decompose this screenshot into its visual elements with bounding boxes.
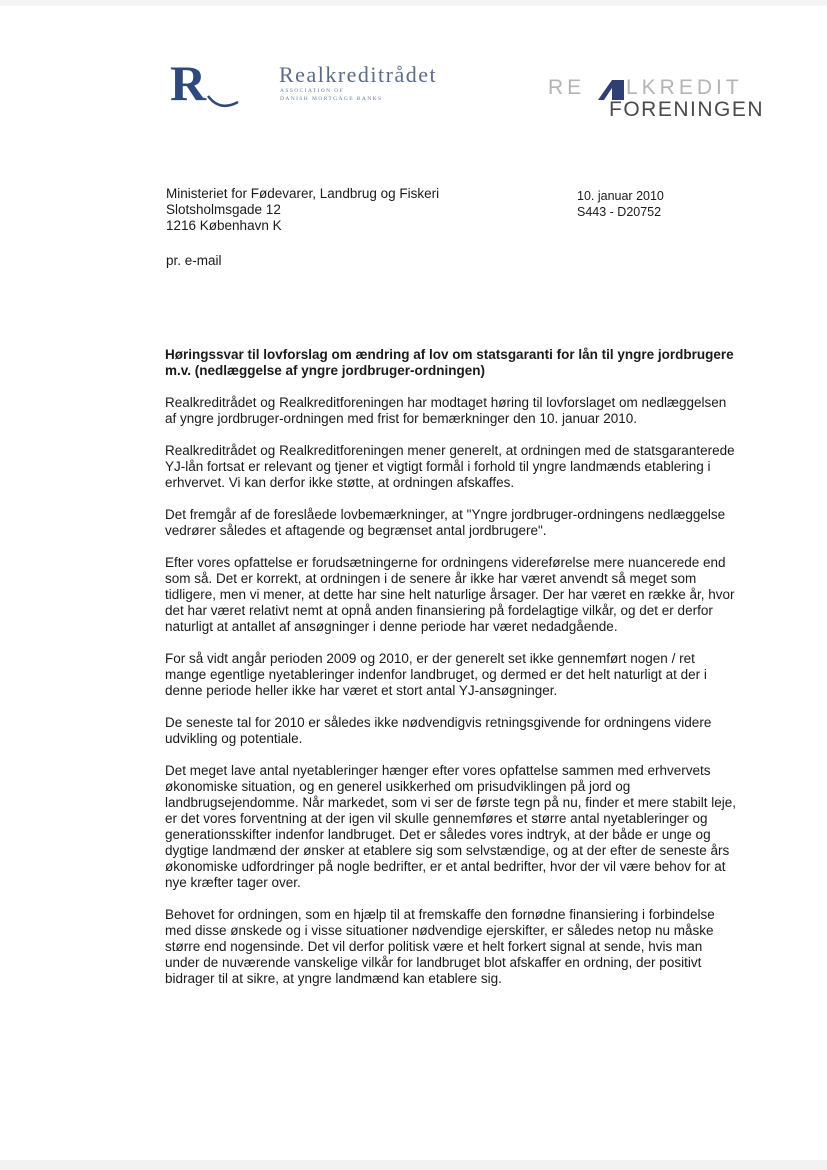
realkreditforeningen-logo bbox=[548, 76, 765, 121]
logo-text-lkredit: LKREDIT bbox=[626, 76, 743, 99]
letter-reference: S443 - D20752 bbox=[577, 205, 662, 219]
realkreditforeningen-mark-icon bbox=[598, 78, 624, 100]
paragraph: Realkreditrådet og Realkreditforeningen mener generelt, at ordningen med de statsgaranterede YJ-lån fortsat er relevant og tjener et vigtigt formål i forhold til yngre landmænds etablering i erhvervet. Vi kan derfor ikke støtte, at ordningen afskaffes. bbox=[165, 443, 735, 490]
paragraph: Realkreditrådet og Realkreditforeningen har modtaget høring til lovforslaget om nedlæggelsen af yngre jordbruger-ordningen med frist for bemærkninger den 10. januar 2010. bbox=[165, 395, 727, 426]
logo-text-foreningen: FORENINGEN bbox=[609, 98, 765, 121]
paragraph: De seneste tal for 2010 er således ikke nødvendigvis retningsgivende for ordningens videre udvikling og potentiale. bbox=[165, 715, 712, 746]
paragraph: Det fremgår af de foreslåede lovbemærkninger, at "Yngre jordbruger-ordningens nedlæggelse vedrører således et aftagende og begrænset antal jordbrugere". bbox=[165, 507, 726, 538]
paragraph: For så vidt angår perioden 2009 og 2010, er der generelt set ikke gennemført nogen / ret mange egentlige nyetableringer indenfor landbruget, og dermed er det helt naturligt at der i denne periode heller ikke har været et stort antal YJ-ansøgninger. bbox=[165, 651, 707, 698]
realkreditraadet-monogram-icon bbox=[168, 58, 264, 110]
letter-date: 10. januar 2010 bbox=[577, 189, 664, 203]
paragraph: Efter vores opfattelse er forudsætningerne for ordningens videreførelse mere nuancerede end som så. Det er korrekt, at ordningen i de senere år ikke har været anvendt så meget som tidligere, men vi mener, at dette har sine helt naturlige årsager. Der har været en række år, hvor det har været relativt nemt at opnå anden finansiering på fordelagtige vilkår, og det er derfor naturligt at antallet af ansøgninger i denne periode har været nedadgående. bbox=[165, 555, 735, 634]
recipient-line-2: Slotsholmsgade 12 bbox=[166, 202, 281, 217]
monogram-letter: R bbox=[170, 58, 207, 110]
letter-heading: Høringssvar til lovforslag om ændring af lov om statsgaranti for lån til yngre jordbrugere m.v. (nedlæggelse af yngre jordbruger-ordningen) bbox=[165, 347, 734, 378]
realkreditraadet-wordmark: Realkreditrådet bbox=[279, 62, 438, 87]
logo-text-re: RE bbox=[548, 76, 586, 99]
paragraph: Behovet for ordningen, som en hjælp til at fremskaffe den fornødne finansiering i forbindelse med disse ønskede og i visse situationer nødvendige ejerskifter, er således netop nu måske større end nogensinde. Det vil derfor politisk være et helt forkert signal at sende, hvis man under de nuværende vanskelige vilkår for landbruget blot afskaffer en ordning, der positivt bidrager til at sikre, at yngre landmænd kan etablere sig. bbox=[165, 907, 715, 986]
letter-body bbox=[165, 347, 739, 1003]
recipient-line-3: 1216 København K bbox=[166, 218, 282, 233]
recipient-address bbox=[166, 186, 439, 234]
delivery-method: pr. e-mail bbox=[166, 253, 222, 268]
scan-top-edge bbox=[0, 0, 827, 6]
realkreditraadet-subtitle-1: ASSOCIATION OF bbox=[280, 88, 345, 94]
letter-meta bbox=[577, 188, 664, 220]
scan-bottom-edge bbox=[0, 1160, 827, 1170]
paragraph: Det meget lave antal nyetableringer hænger efter vores opfattelse sammen med erhvervets økonomiske situation, og en generel usikkerhed om prisudviklingen på jord og landbrugsejendomme. Når markedet, som vi ser de første tegn på nu, finder et mere stabilt leje, er det vores forventning at der igen vil skulle gennemføres et større antal nyetableringer og generationsskifter indenfor landbruget. Det er således vores indtryk, at der både er unge og dygtige landmænd der ønsker at etablere sig som selvstændige, og at der efter de seneste års økonomiske udfordringer på nogle bedrifter, er et antal bedrifter, hvor der vil være behov for at nye kræfter tager over. bbox=[165, 763, 737, 890]
realkreditraadet-logo bbox=[168, 58, 458, 118]
recipient-line-1: Ministeriet for Fødevarer, Landbrug og Fiskeri bbox=[166, 186, 440, 201]
realkreditraadet-subtitle-2: DANISH MORTGAGE BANKS bbox=[280, 96, 383, 102]
